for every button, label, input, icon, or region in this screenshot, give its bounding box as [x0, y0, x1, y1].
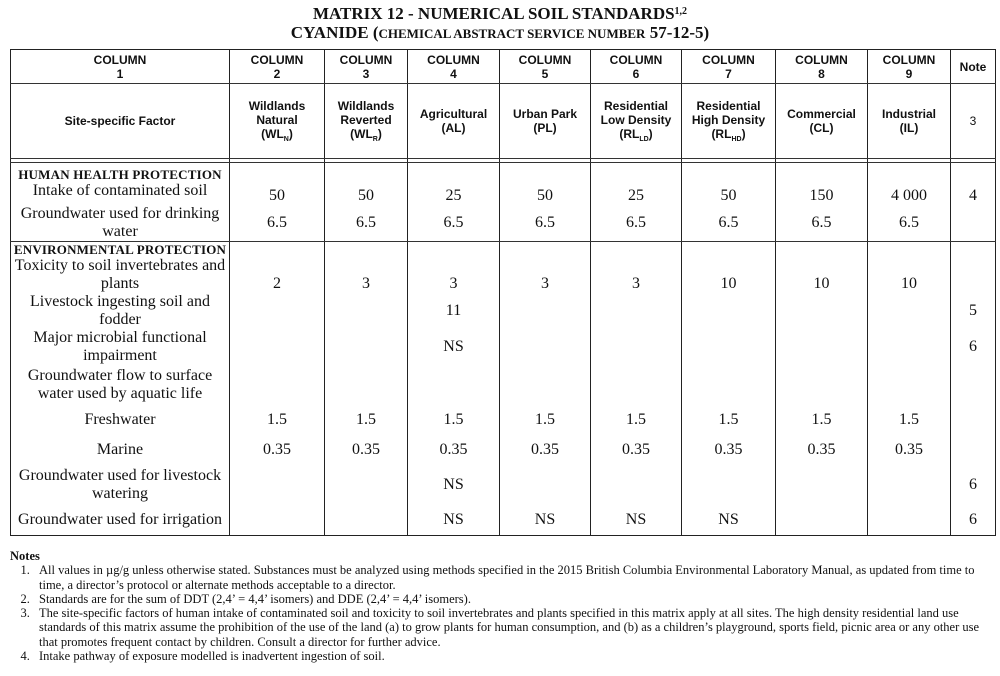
value-cell: 0.35: [776, 435, 868, 465]
factor-cell: [11, 329, 230, 365]
column-number: 9: [905, 66, 913, 81]
land-use-abbr: $(RL_{LD})$: [619, 126, 653, 143]
factor-cell: [11, 205, 230, 242]
value-cell: 3: [408, 241, 500, 293]
value-cell: [230, 365, 325, 405]
value-cell: 1.5: [500, 405, 591, 435]
land-use-header: [868, 84, 951, 159]
value-cell: 10: [776, 241, 868, 293]
land-use-line2: (AL): [441, 121, 466, 135]
note-item: 2. Standards are for the sum of DDT (2,4’ = 4,4’ isomers) and DDE (2,4’ = 4,4’ isomers).: [33, 592, 995, 606]
title-footnote-ref: 1,2: [674, 6, 688, 17]
value-cell: [591, 293, 682, 329]
land-use-line1: Residential: [696, 98, 761, 113]
land-use-line1: Industrial: [881, 107, 936, 121]
factor-label: Groundwater used for irrigation: [18, 510, 222, 528]
land-use-line1: Wildlands: [337, 98, 395, 113]
column-label: COLUMN: [882, 52, 936, 67]
factor-cell: [11, 241, 230, 293]
land-use-line2: Low Density: [600, 112, 672, 127]
value-cell: 3: [500, 241, 591, 293]
value-cell: 0.35: [325, 435, 408, 465]
cas-number: 57-12-5): [645, 23, 710, 42]
column-label: COLUMN: [339, 52, 393, 67]
value-cell: [591, 365, 682, 405]
note-cell: 4: [951, 163, 996, 205]
value-cell: [500, 293, 591, 329]
value-cell: NS: [500, 505, 591, 535]
column-label: COLUMN: [795, 52, 848, 67]
value-cell: [325, 329, 408, 365]
value-cell: 11: [408, 293, 500, 329]
land-use-line2: High Density: [691, 112, 766, 127]
value-cell: NS: [408, 465, 500, 505]
column-label: COLUMN: [427, 52, 480, 67]
note-cell: 5: [951, 293, 996, 329]
value-cell: [776, 465, 868, 505]
column-label: COLUMN: [250, 52, 304, 67]
land-use-line1: Urban Park: [512, 107, 578, 121]
land-use-header: [500, 84, 591, 159]
note-cell: [951, 365, 996, 405]
value-cell: [868, 293, 951, 329]
note-cell: 6: [951, 329, 996, 365]
column-header-6: [591, 50, 682, 84]
table-row: [11, 465, 996, 505]
value-cell: [500, 465, 591, 505]
factor-label: Marine: [96, 441, 144, 458]
value-cell: 1.5: [682, 405, 776, 435]
land-use-header: [230, 84, 325, 159]
soil-standards-table: [10, 49, 996, 536]
value-cell: 50: [230, 163, 325, 205]
note-cell: [951, 405, 996, 435]
factor-cell: [11, 163, 230, 205]
land-use-line2: (CL): [809, 121, 834, 135]
table-row: [11, 405, 996, 435]
value-cell: [868, 329, 951, 365]
land-use-line2: Natural: [256, 112, 298, 127]
value-cell: 6.5: [591, 205, 682, 242]
matrix-title: [0, 5, 1000, 23]
table-row: [11, 435, 996, 465]
value-cell: 1.5: [776, 405, 868, 435]
table-row: [11, 365, 996, 405]
value-cell: 0.35: [408, 435, 500, 465]
value-cell: 6.5: [230, 205, 325, 242]
note-cell: 6: [951, 465, 996, 505]
matrix-title-text: MATRIX 12 - NUMERICAL SOIL STANDARDS: [312, 4, 675, 23]
value-cell: [868, 505, 951, 535]
column-number: 3: [362, 66, 370, 81]
land-use-line2: (IL): [899, 121, 919, 135]
factor-label: Groundwater used for livestock watering: [18, 467, 222, 502]
section-heading: ENVIRONMENTAL PROTECTION: [13, 241, 227, 257]
column-number: 2: [273, 66, 281, 81]
value-cell: 0.35: [682, 435, 776, 465]
factor-cell: [11, 405, 230, 435]
land-use-row: [11, 84, 996, 159]
note-item: 4. Intake pathway of exposure modelled is inadvertent ingestion of soil.: [33, 649, 995, 663]
value-cell: [230, 293, 325, 329]
value-cell: 10: [682, 241, 776, 293]
substance-name: CYANIDE (: [290, 23, 379, 42]
cas-label: CHEMICAL ABSTRACT SERVICE NUMBER: [378, 26, 646, 41]
land-use-line1: Wildlands: [248, 98, 306, 113]
column-header-4: [408, 50, 500, 84]
value-cell: [230, 465, 325, 505]
column-label: COLUMN: [93, 52, 147, 67]
land-use-line2: Reverted: [340, 112, 392, 127]
value-cell: 3: [591, 241, 682, 293]
value-cell: 1.5: [408, 405, 500, 435]
value-cell: 6.5: [500, 205, 591, 242]
note-cell: [951, 435, 996, 465]
value-cell: NS: [408, 329, 500, 365]
factor-label: Livestock ingesting soil and fodder: [30, 293, 210, 328]
land-use-header: [325, 84, 408, 159]
land-use-line2: (PL): [533, 121, 557, 135]
value-cell: 50: [682, 163, 776, 205]
value-cell: [325, 505, 408, 535]
value-cell: 0.35: [500, 435, 591, 465]
value-cell: [868, 465, 951, 505]
factor-label: Toxicity to soil invertebrates and plants: [14, 256, 226, 292]
factor-label: Groundwater flow to surface water used by aquatic life: [27, 367, 213, 402]
value-cell: [776, 365, 868, 405]
notes-section: [10, 549, 995, 663]
value-cell: [500, 365, 591, 405]
value-cell: [682, 365, 776, 405]
note-header: Note: [951, 50, 996, 84]
land-use-header: [776, 84, 868, 159]
column-number: 6: [632, 66, 640, 81]
land-use-header: [682, 84, 776, 159]
column-number: 1: [116, 66, 124, 81]
table-row: [11, 505, 996, 535]
value-cell: [230, 505, 325, 535]
factor-cell: [11, 465, 230, 505]
value-cell: 3: [325, 241, 408, 293]
column-number-row: [11, 50, 996, 84]
value-cell: [500, 329, 591, 365]
value-cell: [682, 329, 776, 365]
factor-cell: [11, 435, 230, 465]
value-cell: [325, 365, 408, 405]
value-cell: 50: [325, 163, 408, 205]
note-item: 1. All values in µg/g unless otherwise stated. Substances must be analyzed using methods specified in the 2015 British Columbia Environmental Laboratory Manual, as updated from time to time, a director’s protocol or alternate methods acceptable to a director.: [33, 563, 995, 592]
value-cell: 50: [500, 163, 591, 205]
value-cell: [776, 293, 868, 329]
factor-label: Groundwater used for drinking water: [20, 204, 220, 240]
value-cell: [591, 329, 682, 365]
column-header-5: [500, 50, 591, 84]
notes-list: [10, 563, 995, 663]
value-cell: 0.35: [591, 435, 682, 465]
note-cell: 6: [951, 505, 996, 535]
value-cell: 6.5: [408, 205, 500, 242]
column-label: COLUMN: [609, 52, 663, 67]
table-row: [11, 205, 996, 242]
value-cell: 6.5: [682, 205, 776, 242]
column-label: COLUMN: [518, 52, 572, 67]
note-cell: [951, 241, 996, 293]
value-cell: [776, 329, 868, 365]
notes-heading: Notes: [10, 549, 40, 563]
table-row: [11, 293, 996, 329]
value-cell: 4 000: [868, 163, 951, 205]
value-cell: [868, 365, 951, 405]
value-cell: [682, 293, 776, 329]
column-header-9: [868, 50, 951, 84]
column-header-1: [11, 50, 230, 84]
factor-label: Major microbial functional impairment: [33, 329, 207, 364]
value-cell: [408, 365, 500, 405]
value-cell: 6.5: [325, 205, 408, 242]
column-header-3: [325, 50, 408, 84]
value-cell: [682, 465, 776, 505]
note-cell: [951, 205, 996, 242]
land-use-line1: Residential: [603, 98, 669, 113]
value-cell: NS: [682, 505, 776, 535]
value-cell: 10: [868, 241, 951, 293]
land-use-note: 3: [951, 84, 996, 159]
value-cell: 2: [230, 241, 325, 293]
land-use-line1: Agricultural: [419, 107, 488, 121]
column-number: 5: [541, 66, 549, 81]
value-cell: NS: [408, 505, 500, 535]
factor-cell: [11, 293, 230, 329]
factor-label: Freshwater: [84, 411, 156, 428]
value-cell: NS: [591, 505, 682, 535]
factor-cell: [11, 365, 230, 405]
factor-header-label: Site-specific Factor: [64, 114, 176, 128]
value-cell: 1.5: [868, 405, 951, 435]
column-number: 8: [818, 66, 825, 81]
value-cell: [325, 465, 408, 505]
value-cell: [591, 465, 682, 505]
land-use-abbr: $(WL_N)$: [261, 126, 293, 143]
section-heading: HUMAN HEALTH PROTECTION: [18, 167, 222, 183]
column-header-7: [682, 50, 776, 84]
value-cell: 1.5: [325, 405, 408, 435]
column-number: 4: [450, 66, 457, 81]
note-item: 3. The site-specific factors of human intake of contaminated soil and toxicity to soil invertebrates and plants specified in this matrix apply at all sites. The high density residential land use standards of this matrix assume the prohibition of the use of the land (a) to grow plants for human consumption, and (b) as a children’s playground, sports field, picnic area or any other use that promotes frequent contact by children. Consult a director for further advice.: [33, 606, 995, 649]
land-use-header: [408, 84, 500, 159]
land-use-header: [591, 84, 682, 159]
value-cell: [230, 329, 325, 365]
value-cell: 0.35: [868, 435, 951, 465]
table-row: [11, 329, 996, 365]
value-cell: 6.5: [868, 205, 951, 242]
value-cell: 1.5: [230, 405, 325, 435]
land-use-abbr: $(RL_{HD})$: [711, 126, 746, 143]
value-cell: 0.35: [230, 435, 325, 465]
column-header-2: [230, 50, 325, 84]
factor-cell: [11, 505, 230, 535]
table-row: [11, 241, 996, 293]
land-use-line1: Commercial: [787, 107, 856, 121]
substance-title: [0, 24, 1000, 43]
value-cell: 150: [776, 163, 868, 205]
column-label: COLUMN: [702, 52, 755, 67]
value-cell: [325, 293, 408, 329]
value-cell: 25: [591, 163, 682, 205]
value-cell: 6.5: [776, 205, 868, 242]
land-use-abbr: $(WL_R)$: [350, 126, 382, 143]
table-row: [11, 163, 996, 205]
site-specific-factor-header: [11, 84, 230, 159]
value-cell: 1.5: [591, 405, 682, 435]
column-header-8: [776, 50, 868, 84]
value-cell: [776, 505, 868, 535]
column-number: 7: [725, 66, 732, 81]
value-cell: 25: [408, 163, 500, 205]
factor-label: Intake of contaminated soil: [32, 182, 208, 200]
